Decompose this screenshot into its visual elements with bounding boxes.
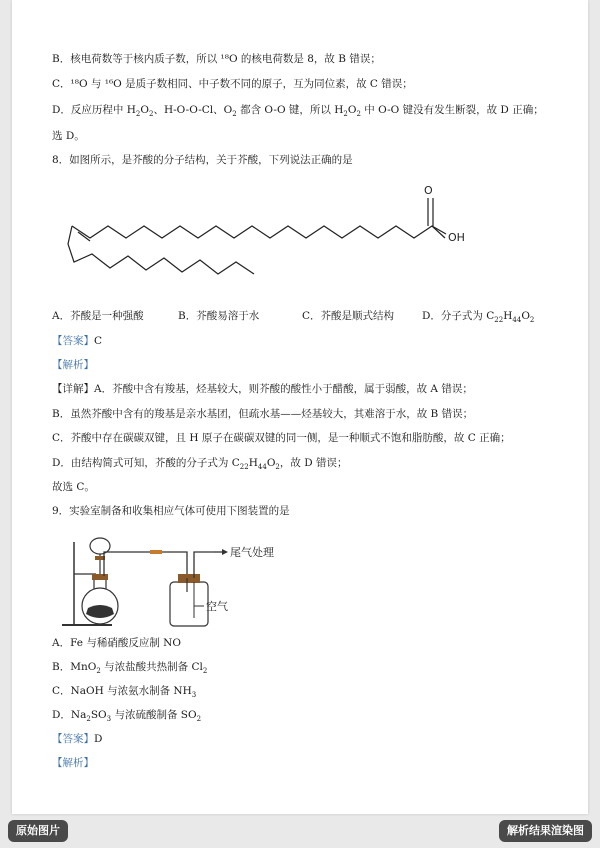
- erucic-acid-structure: [50, 178, 490, 290]
- tail-arrow-head: [222, 549, 228, 555]
- hydroxyl-label: OH: [448, 231, 465, 244]
- q9-stem: 9．实验室制备和收集相应气体可使用下图装置的是: [52, 505, 290, 517]
- q8-option-a: A．芥酸是一种强酸: [52, 310, 144, 322]
- q8-option-d: D．分子式为 $C_{22}H_{44}O_2$: [422, 310, 535, 325]
- oxygen-label: O: [424, 184, 433, 197]
- q8-detail-c: C．芥酸中存在碳碳双键，且 H 原子在碳碳双键的同一侧，是一种顺式不饱和脂肪酸，故 C 正确；: [52, 432, 511, 444]
- q8-detail-b: B．虽然芥酸中含有的羧基是亲水基团，但疏水基——烃基较大，其难溶于水，故 B 错误；: [52, 408, 474, 420]
- q8-answer: 【答案】C: [52, 335, 103, 347]
- air-label: 空气: [206, 600, 228, 613]
- q8-conclusion: 故选 C。: [52, 481, 95, 493]
- q8-stem: 8．如图所示，是芥酸的分子结构，关于芥酸，下列说法正确的是: [52, 154, 353, 166]
- q8-option-c: C．芥酸是顺式结构: [302, 310, 395, 322]
- q9-answer: 【答案】D: [52, 733, 103, 745]
- q8-option-b: B．芥酸易溶于水: [178, 310, 260, 322]
- q7-line-d: D．反应历程中 $H_2O_2$、H-O-O-Cl、$O_2$ 都含 O-O 键，所以 $H_2O_2$ 中 O-O 键没有发生断裂，故 D 正确；: [52, 104, 544, 119]
- tail-gas-label: 尾气处理: [230, 546, 274, 559]
- q9-analysis-tag: 【解析】: [52, 757, 94, 769]
- document-page: [12, 0, 588, 814]
- q9-option-d: D．$Na_2SO_3$ 与浓硫酸制备 $SO_2$: [52, 709, 202, 724]
- rendered-result-button[interactable]: 解析结果渲染图: [499, 820, 592, 842]
- q8-detail-a: 【详解】A．芥酸中含有羧基，烃基较大，则芥酸的酸性小于醋酸，属于弱酸，故 A 错误；: [52, 383, 473, 395]
- delivery-tube: [104, 552, 187, 578]
- q7-line-c: C．¹⁸O 与 ¹⁶O 是质子数相同、中子数不同的原子，互为同位素，故 C 错误；: [52, 78, 413, 90]
- q8-detail-d: D．由结构简式可知，芥酸的分子式为 $C_{22}H_{44}O_2$，故 D 错误；: [52, 457, 348, 472]
- original-image-button[interactable]: 原始图片: [8, 820, 68, 842]
- carbon-chain-top: [72, 226, 445, 238]
- bottle-body: [170, 582, 208, 626]
- q9-option-a: A．Fe 与稀硝酸反应制 NO: [52, 637, 181, 649]
- tube-connector: [150, 550, 162, 554]
- q9-option-b: B．MnO$_2$ 与浓盐酸共热制备 $Cl_2$: [52, 661, 208, 676]
- q9-option-c: C．NaOH 与浓氨水制备 $NH_3$: [52, 685, 197, 700]
- gas-apparatus-diagram: [52, 530, 312, 630]
- q7-answer: 选 D。: [52, 130, 85, 142]
- flask-stopper: [92, 574, 108, 580]
- q8-analysis-tag: 【解析】: [52, 359, 94, 371]
- q7-line-b: B．核电荷数等于核内质子数，所以 ¹⁸O 的核电荷数是 8，故 B 错误；: [52, 53, 381, 65]
- bottle-stopper: [178, 574, 200, 583]
